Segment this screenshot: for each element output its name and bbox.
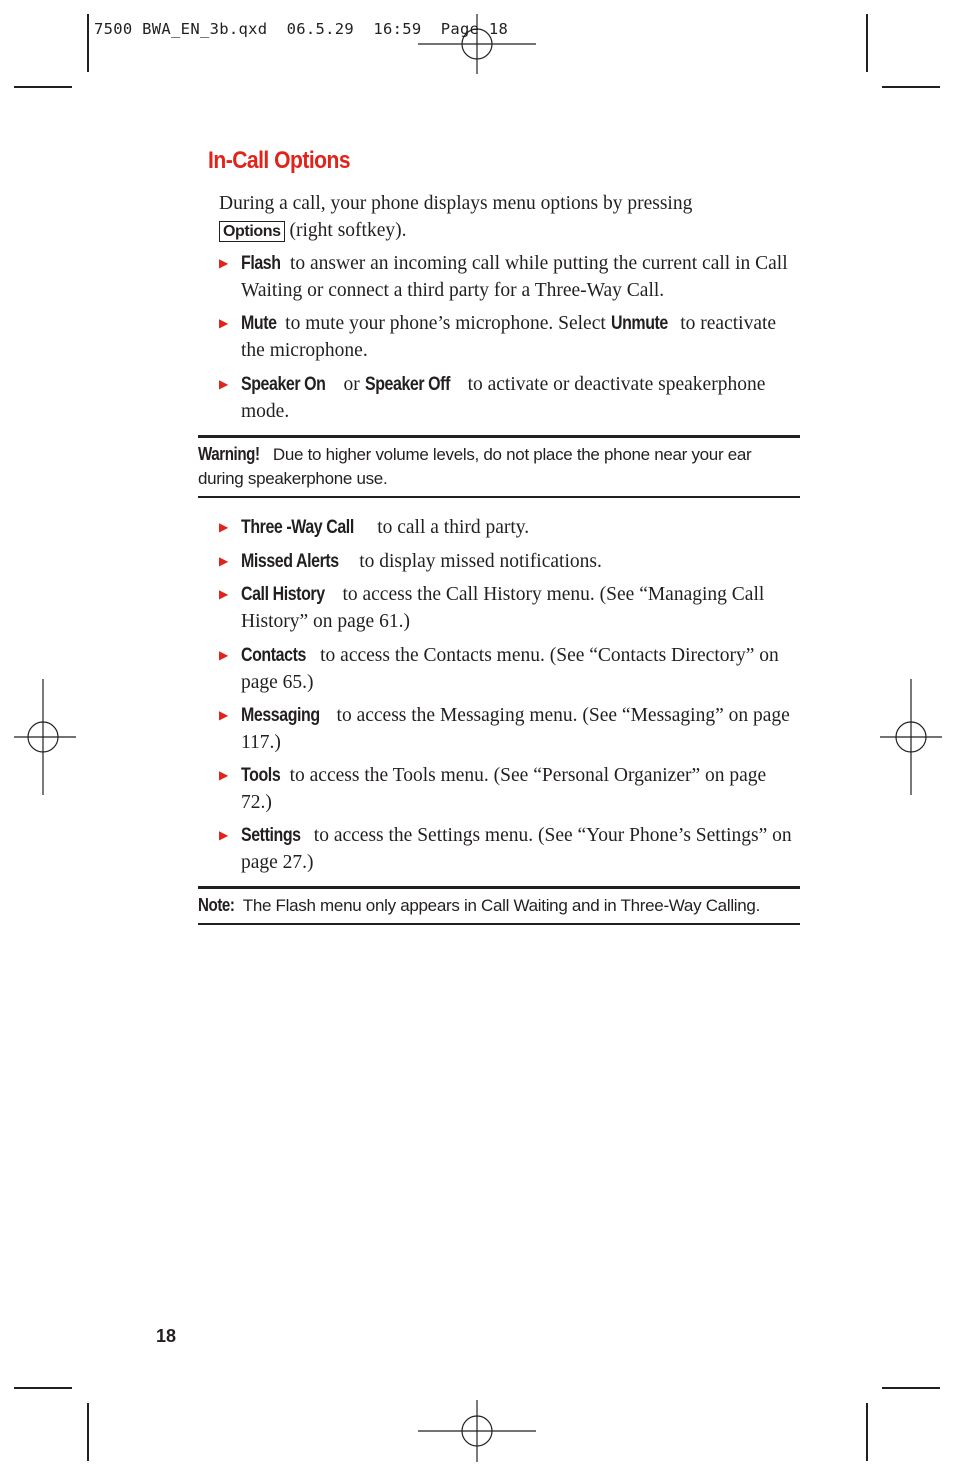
right-triangle-icon: ▶	[219, 768, 229, 782]
right-triangle-icon: ▶	[219, 554, 229, 568]
right-triangle-icon: ▶	[219, 587, 229, 601]
option-description: to access the Messaging menu. (See “Messaging” on page 117.)	[241, 705, 790, 753]
option-description: or	[338, 374, 365, 395]
crop-mark	[87, 1403, 89, 1461]
option-description: to access the Settings menu. (See “Your Phone’s Settings” on page 27.)	[241, 825, 792, 873]
right-triangle-icon: ▶	[219, 828, 229, 842]
option-description-secondary: to reactivate the microphone.	[241, 313, 777, 361]
option-description: to display missed notifications.	[354, 551, 602, 572]
page-number: 18	[156, 1326, 177, 1346]
option-term: Speaker On	[241, 374, 326, 395]
right-triangle-icon: ▶	[219, 256, 229, 270]
option-term: Messaging	[241, 705, 320, 726]
right-triangle-icon: ▶	[219, 648, 229, 662]
page-title: In-Call Options	[208, 147, 351, 174]
note-label: Note:	[198, 895, 235, 915]
option-description: to mute your phone’s microphone. Select	[280, 313, 611, 334]
option-term: Three -Way Call	[241, 517, 354, 538]
print-slug: 7500 BWA_EN_3b.qxd 06.5.29 16:59 Page 18	[94, 20, 509, 38]
crop-mark	[14, 86, 72, 88]
crop-mark	[14, 1387, 72, 1389]
list-item	[219, 581, 801, 635]
option-term: Tools	[241, 765, 281, 786]
option-description: to access the Contacts menu. (See “Contacts Directory” on page 65.)	[241, 645, 779, 693]
option-term: Missed Alerts	[241, 551, 339, 572]
option-description: to answer an incoming call while putting the current call in Call Waiting or connect a third party for a Three-Way Call.	[241, 253, 788, 301]
option-description: to access the Tools menu. (See “Personal Organizer” on page 72.)	[241, 765, 767, 813]
list-item	[219, 371, 801, 425]
crop-mark	[882, 1387, 940, 1389]
intro-text-after: (right softkey).	[289, 220, 407, 241]
option-term: Call History	[241, 584, 325, 605]
option-term-secondary: Speaker Off	[364, 374, 450, 395]
crop-mark	[87, 14, 89, 72]
warning-label: Warning!	[198, 444, 260, 464]
option-description-secondary: to activate or deactivate speakerphone mode.	[241, 374, 766, 422]
registration-mark-right	[880, 679, 942, 795]
list-item	[219, 762, 801, 816]
warning-box	[198, 435, 800, 498]
crop-mark	[866, 1403, 868, 1461]
right-triangle-icon: ▶	[219, 520, 229, 534]
warning-text: Due to higher volume levels, do not place the phone near your ear during speakerphone use.	[198, 445, 752, 488]
list-item	[219, 310, 801, 364]
option-term: Flash	[241, 253, 281, 274]
crop-mark	[866, 14, 868, 72]
registration-mark-bottom	[418, 1400, 536, 1462]
option-term: Mute	[241, 313, 277, 334]
list-item	[219, 702, 801, 756]
list-item	[219, 642, 801, 696]
list-item	[219, 514, 801, 541]
right-triangle-icon: ▶	[219, 708, 229, 722]
right-triangle-icon: ▶	[219, 316, 229, 330]
option-description: to call a third party.	[372, 517, 530, 538]
note-text: The Flash menu only appears in Call Waiting and in Three-Way Calling.	[238, 896, 760, 915]
option-description: to access the Call History menu. (See “Managing Call History” on page 61.)	[241, 584, 765, 632]
intro-text: During a call, your phone displays menu options by pressing	[219, 193, 693, 214]
registration-mark-top	[418, 14, 536, 78]
intro-paragraph	[219, 190, 799, 244]
right-triangle-icon: ▶	[219, 377, 229, 391]
list-item	[219, 548, 801, 575]
list-item	[219, 822, 801, 876]
option-term-secondary: Unmute	[610, 313, 668, 334]
crop-mark	[882, 86, 940, 88]
list-item	[219, 250, 801, 304]
registration-mark-left	[14, 679, 76, 795]
options-softkey-label: Options	[219, 221, 285, 242]
option-term: Settings	[241, 825, 301, 846]
option-term: Contacts	[241, 645, 306, 666]
note-box	[198, 886, 800, 925]
